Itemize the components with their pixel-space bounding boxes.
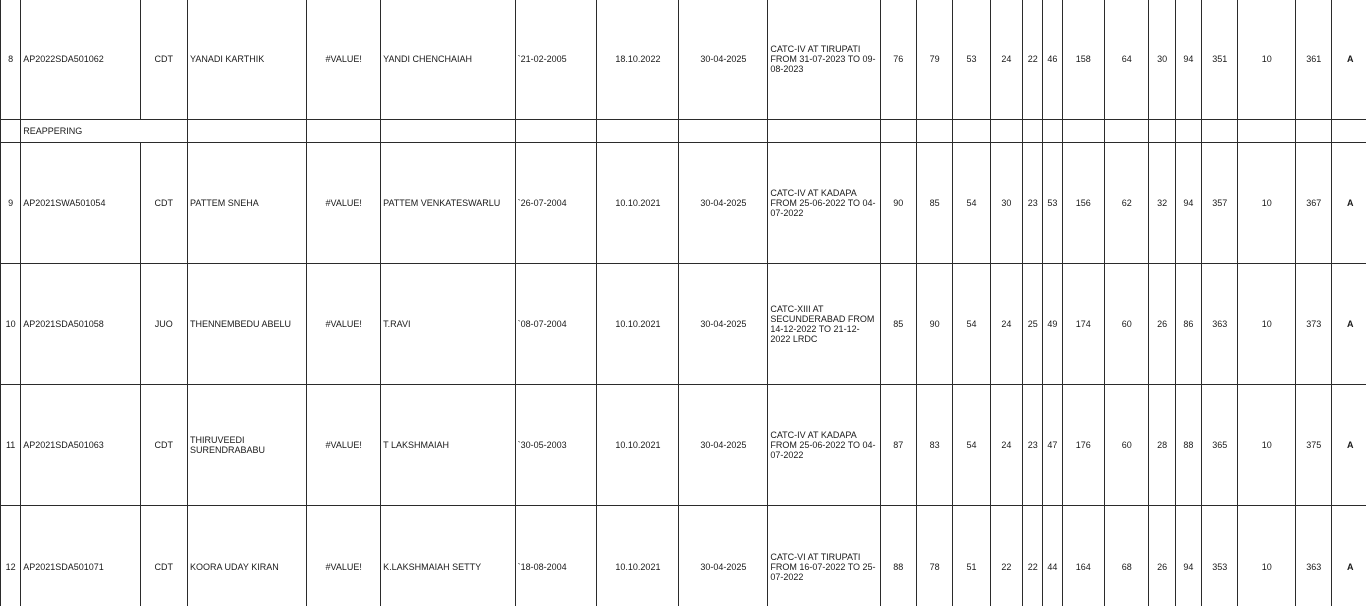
mark-cell[interactable]: 54 bbox=[953, 264, 990, 385]
empty-cell[interactable] bbox=[1175, 120, 1201, 143]
grade-cell[interactable]: A bbox=[1332, 385, 1366, 506]
mark-cell[interactable]: 53 bbox=[953, 0, 990, 120]
serial-cell[interactable]: 10 bbox=[1, 264, 21, 385]
table-row[interactable] bbox=[1, 385, 1366, 506]
mark-cell[interactable]: 365 bbox=[1202, 385, 1238, 506]
validity-date-cell[interactable]: 30-04-2025 bbox=[679, 143, 768, 264]
mark-cell[interactable]: 62 bbox=[1104, 143, 1148, 264]
enrolment-date-cell[interactable]: 10.10.2021 bbox=[597, 143, 679, 264]
mark-cell[interactable]: 10 bbox=[1238, 143, 1296, 264]
empty-cell[interactable] bbox=[953, 120, 990, 143]
mark-cell[interactable]: 10 bbox=[1238, 506, 1296, 606]
validity-date-cell[interactable]: 30-04-2025 bbox=[679, 385, 768, 506]
camp-cell[interactable]: CATC-IV AT KADAPA FROM 25-06-2022 TO 04-07-2022 bbox=[768, 143, 880, 264]
mark-cell[interactable]: 32 bbox=[1149, 143, 1175, 264]
mark-cell[interactable]: 85 bbox=[880, 264, 916, 385]
total-cell[interactable]: 375 bbox=[1296, 385, 1332, 506]
empty-cell[interactable] bbox=[1062, 120, 1104, 143]
error-cell[interactable]: #VALUE! bbox=[307, 0, 381, 120]
grade-cell[interactable]: A bbox=[1332, 506, 1366, 606]
mark-cell[interactable]: 87 bbox=[880, 385, 916, 506]
empty-cell[interactable] bbox=[990, 120, 1022, 143]
mark-cell[interactable]: 164 bbox=[1062, 506, 1104, 606]
mark-cell[interactable]: 88 bbox=[1175, 385, 1201, 506]
empty-cell[interactable] bbox=[880, 120, 916, 143]
mark-cell[interactable]: 83 bbox=[916, 385, 952, 506]
camp-cell[interactable]: CATC-IV AT TIRUPATI FROM 31-07-2023 TO 09-08-2023 bbox=[768, 0, 880, 120]
regno-cell[interactable]: AP2021SWA501054 bbox=[21, 143, 140, 264]
mark-cell[interactable]: 46 bbox=[1043, 0, 1062, 120]
empty-cell[interactable] bbox=[916, 120, 952, 143]
section-row[interactable] bbox=[1, 120, 1366, 143]
mark-cell[interactable]: 68 bbox=[1104, 506, 1148, 606]
mark-cell[interactable]: 90 bbox=[916, 264, 952, 385]
mark-cell[interactable]: 30 bbox=[1149, 0, 1175, 120]
rank-cell[interactable]: CDT bbox=[140, 506, 188, 606]
dob-cell[interactable]: `18-08-2004 bbox=[515, 506, 597, 606]
error-cell[interactable]: #VALUE! bbox=[307, 143, 381, 264]
table-row[interactable] bbox=[1, 0, 1366, 120]
empty-cell[interactable] bbox=[307, 120, 381, 143]
error-cell[interactable]: #VALUE! bbox=[307, 506, 381, 606]
father-name-cell[interactable]: PATTEM VENKATESWARLU bbox=[381, 143, 515, 264]
mark-cell[interactable]: 60 bbox=[1104, 385, 1148, 506]
name-cell[interactable]: THIRUVEEDI SURENDRABABU bbox=[188, 385, 307, 506]
father-name-cell[interactable]: K.LAKSHMAIAH SETTY bbox=[381, 506, 515, 606]
enrolment-date-cell[interactable]: 10.10.2021 bbox=[597, 385, 679, 506]
empty-cell[interactable] bbox=[597, 120, 679, 143]
mark-cell[interactable]: 353 bbox=[1202, 506, 1238, 606]
total-cell[interactable]: 363 bbox=[1296, 506, 1332, 606]
mark-cell[interactable]: 85 bbox=[916, 143, 952, 264]
validity-date-cell[interactable]: 30-04-2025 bbox=[679, 506, 768, 606]
empty-cell[interactable] bbox=[768, 120, 880, 143]
mark-cell[interactable]: 94 bbox=[1175, 0, 1201, 120]
mark-cell[interactable]: 10 bbox=[1238, 264, 1296, 385]
validity-date-cell[interactable]: 30-04-2025 bbox=[679, 0, 768, 120]
error-cell[interactable]: #VALUE! bbox=[307, 385, 381, 506]
mark-cell[interactable]: 76 bbox=[880, 0, 916, 120]
mark-cell[interactable]: 88 bbox=[880, 506, 916, 606]
name-cell[interactable]: KOORA UDAY KIRAN bbox=[188, 506, 307, 606]
name-cell[interactable]: THENNEMBEDU ABELU bbox=[188, 264, 307, 385]
mark-cell[interactable]: 174 bbox=[1062, 264, 1104, 385]
rank-cell[interactable]: JUO bbox=[140, 264, 188, 385]
dob-cell[interactable]: `08-07-2004 bbox=[515, 264, 597, 385]
empty-cell[interactable] bbox=[1, 120, 21, 143]
empty-cell[interactable] bbox=[381, 120, 515, 143]
empty-cell[interactable] bbox=[679, 120, 768, 143]
mark-cell[interactable]: 24 bbox=[990, 0, 1022, 120]
dob-cell[interactable]: `21-02-2005 bbox=[515, 0, 597, 120]
camp-cell[interactable]: CATC-IV AT KADAPA FROM 25-06-2022 TO 04-07-2022 bbox=[768, 385, 880, 506]
enrolment-date-cell[interactable]: 18.10.2022 bbox=[597, 0, 679, 120]
empty-cell[interactable] bbox=[1043, 120, 1062, 143]
mark-cell[interactable]: 357 bbox=[1202, 143, 1238, 264]
mark-cell[interactable]: 10 bbox=[1238, 0, 1296, 120]
serial-cell[interactable]: 8 bbox=[1, 0, 21, 120]
father-name-cell[interactable]: YANDI CHENCHAIAH bbox=[381, 0, 515, 120]
mark-cell[interactable]: 158 bbox=[1062, 0, 1104, 120]
mark-cell[interactable]: 64 bbox=[1104, 0, 1148, 120]
rank-cell[interactable]: CDT bbox=[140, 385, 188, 506]
grade-cell[interactable]: A bbox=[1332, 143, 1366, 264]
total-cell[interactable]: 373 bbox=[1296, 264, 1332, 385]
empty-cell[interactable] bbox=[1149, 120, 1175, 143]
mark-cell[interactable]: 54 bbox=[953, 385, 990, 506]
mark-cell[interactable]: 176 bbox=[1062, 385, 1104, 506]
mark-cell[interactable]: 10 bbox=[1238, 385, 1296, 506]
empty-cell[interactable] bbox=[1238, 120, 1296, 143]
mark-cell[interactable]: 86 bbox=[1175, 264, 1201, 385]
table-row[interactable] bbox=[1, 143, 1366, 264]
mark-cell[interactable]: 44 bbox=[1043, 506, 1062, 606]
dob-cell[interactable]: `26-07-2004 bbox=[515, 143, 597, 264]
mark-cell[interactable]: 22 bbox=[1023, 506, 1043, 606]
validity-date-cell[interactable]: 30-04-2025 bbox=[679, 264, 768, 385]
regno-cell[interactable]: AP2022SDA501062 bbox=[21, 0, 140, 120]
total-cell[interactable]: 367 bbox=[1296, 143, 1332, 264]
mark-cell[interactable]: 54 bbox=[953, 143, 990, 264]
camp-cell[interactable]: CATC-VI AT TIRUPATI FROM 16-07-2022 TO 25-07-2022 bbox=[768, 506, 880, 606]
error-cell[interactable]: #VALUE! bbox=[307, 264, 381, 385]
grade-cell[interactable]: A bbox=[1332, 264, 1366, 385]
empty-cell[interactable] bbox=[1023, 120, 1043, 143]
empty-cell[interactable] bbox=[1202, 120, 1238, 143]
section-label[interactable]: REAPPERING bbox=[21, 120, 188, 143]
regno-cell[interactable]: AP2021SDA501063 bbox=[21, 385, 140, 506]
empty-cell[interactable] bbox=[1296, 120, 1332, 143]
mark-cell[interactable]: 53 bbox=[1043, 143, 1062, 264]
mark-cell[interactable]: 24 bbox=[990, 264, 1022, 385]
mark-cell[interactable]: 90 bbox=[880, 143, 916, 264]
regno-cell[interactable]: AP2021SDA501071 bbox=[21, 506, 140, 606]
grade-cell[interactable]: A bbox=[1332, 0, 1366, 120]
mark-cell[interactable]: 49 bbox=[1043, 264, 1062, 385]
mark-cell[interactable]: 26 bbox=[1149, 264, 1175, 385]
father-name-cell[interactable]: T.RAVI bbox=[381, 264, 515, 385]
total-cell[interactable]: 361 bbox=[1296, 0, 1332, 120]
mark-cell[interactable]: 22 bbox=[1023, 0, 1043, 120]
mark-cell[interactable]: 351 bbox=[1202, 0, 1238, 120]
father-name-cell[interactable]: T LAKSHMAIAH bbox=[381, 385, 515, 506]
serial-cell[interactable]: 12 bbox=[1, 506, 21, 606]
table-row[interactable] bbox=[1, 506, 1366, 606]
mark-cell[interactable]: 79 bbox=[916, 0, 952, 120]
table-row[interactable] bbox=[1, 264, 1366, 385]
rank-cell[interactable]: CDT bbox=[140, 0, 188, 120]
empty-cell[interactable] bbox=[188, 120, 307, 143]
mark-cell[interactable]: 28 bbox=[1149, 385, 1175, 506]
serial-cell[interactable]: 9 bbox=[1, 143, 21, 264]
enrolment-date-cell[interactable]: 10.10.2021 bbox=[597, 264, 679, 385]
mark-cell[interactable]: 51 bbox=[953, 506, 990, 606]
mark-cell[interactable]: 94 bbox=[1175, 506, 1201, 606]
camp-cell[interactable]: CATC-XIII AT SECUNDERABAD FROM 14-12-2022 TO 21-12-2022 LRDC bbox=[768, 264, 880, 385]
dob-cell[interactable]: `30-05-2003 bbox=[515, 385, 597, 506]
mark-cell[interactable]: 94 bbox=[1175, 143, 1201, 264]
mark-cell[interactable]: 25 bbox=[1023, 264, 1043, 385]
name-cell[interactable]: YANADI KARTHIK bbox=[188, 0, 307, 120]
mark-cell[interactable]: 156 bbox=[1062, 143, 1104, 264]
name-cell[interactable]: PATTEM SNEHA bbox=[188, 143, 307, 264]
mark-cell[interactable]: 363 bbox=[1202, 264, 1238, 385]
empty-cell[interactable] bbox=[1104, 120, 1148, 143]
enrolment-date-cell[interactable]: 10.10.2021 bbox=[597, 506, 679, 606]
rank-cell[interactable]: CDT bbox=[140, 143, 188, 264]
mark-cell[interactable]: 30 bbox=[990, 143, 1022, 264]
mark-cell[interactable]: 47 bbox=[1043, 385, 1062, 506]
empty-cell[interactable] bbox=[515, 120, 597, 143]
mark-cell[interactable]: 22 bbox=[990, 506, 1022, 606]
regno-cell[interactable]: AP2021SDA501058 bbox=[21, 264, 140, 385]
mark-cell[interactable]: 78 bbox=[916, 506, 952, 606]
mark-cell[interactable]: 24 bbox=[990, 385, 1022, 506]
mark-cell[interactable]: 23 bbox=[1023, 385, 1043, 506]
mark-cell[interactable]: 23 bbox=[1023, 143, 1043, 264]
mark-cell[interactable]: 60 bbox=[1104, 264, 1148, 385]
mark-cell[interactable]: 26 bbox=[1149, 506, 1175, 606]
serial-cell[interactable]: 11 bbox=[1, 385, 21, 506]
